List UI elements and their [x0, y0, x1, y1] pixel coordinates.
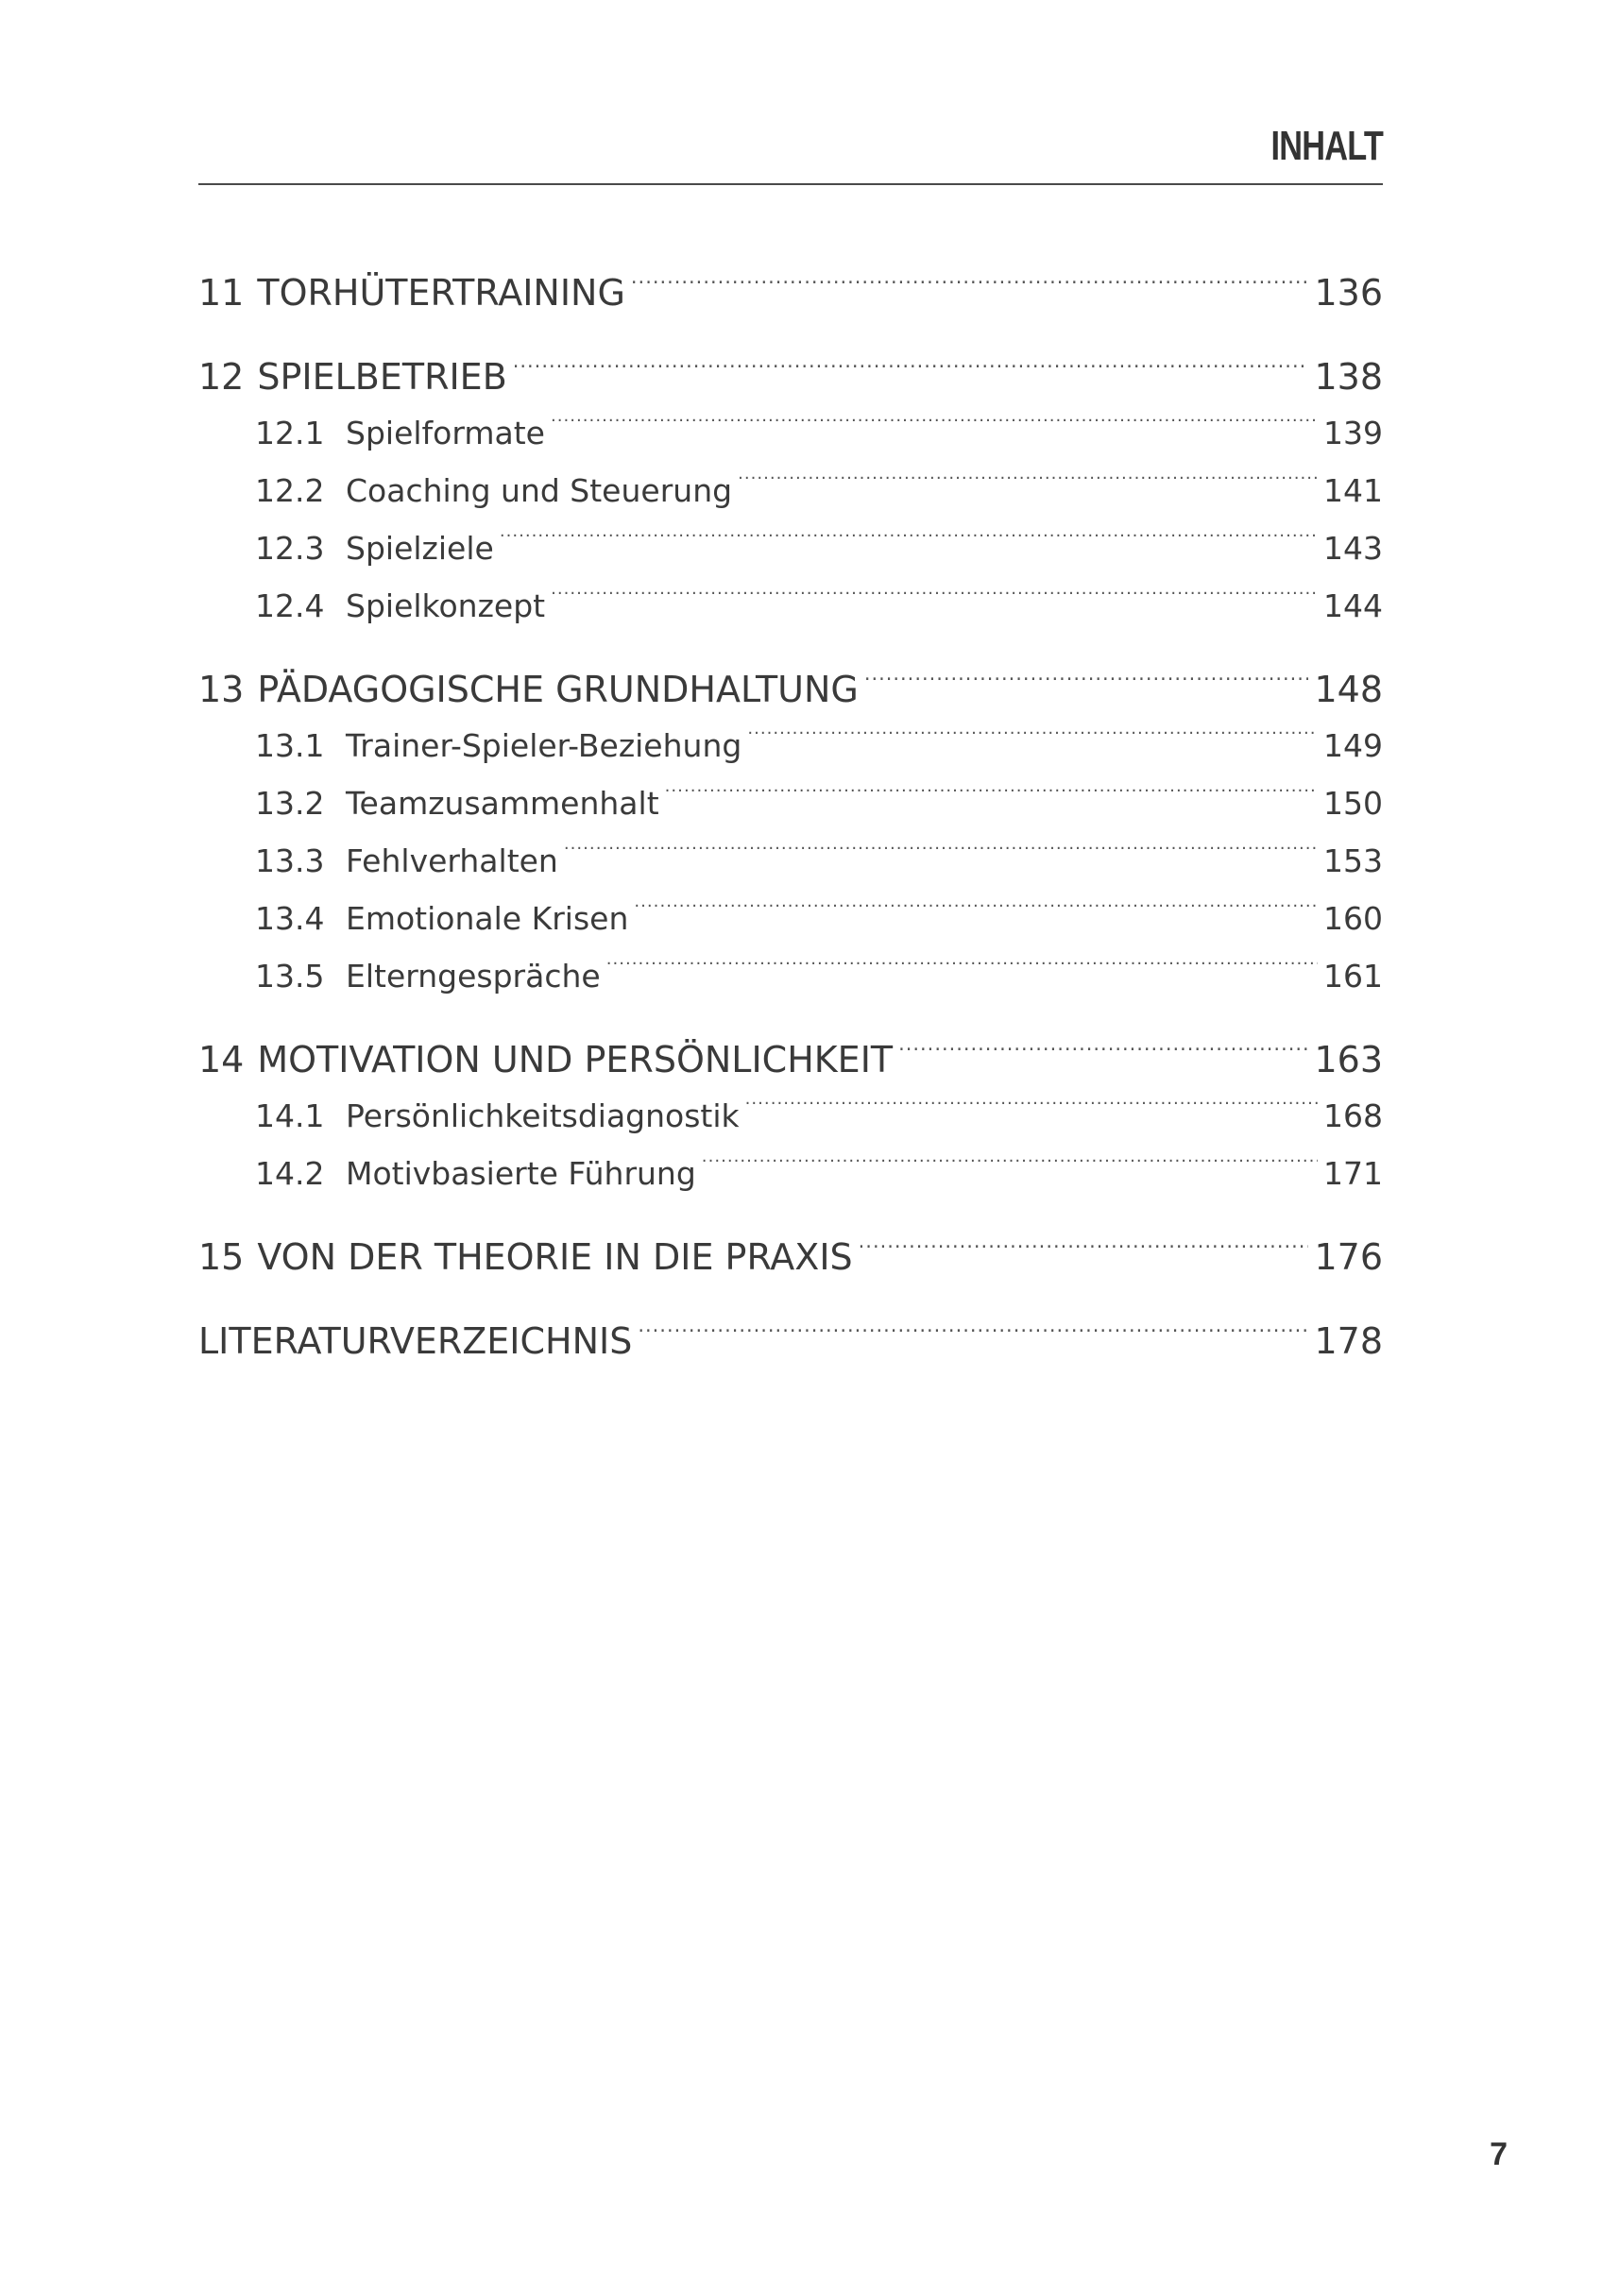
chapter-number: 13 [198, 669, 245, 710]
dot-leader [631, 269, 1309, 305]
page-reference: 171 [1323, 1155, 1383, 1192]
page-reference: 136 [1314, 272, 1383, 314]
section-number: 13.3 [255, 842, 325, 879]
chapter-number: 14 [198, 1039, 245, 1080]
toc-entry[interactable] [198, 661, 1383, 719]
section-number: 12.2 [255, 472, 325, 509]
dot-leader [747, 725, 1318, 757]
toc-chapter-14 [198, 1031, 1383, 1202]
toc-entry[interactable] [198, 264, 1383, 322]
toc-subentry[interactable] [198, 519, 1383, 577]
chapter-number: 15 [198, 1236, 245, 1278]
section-number: 12.4 [255, 587, 325, 624]
toc-subentry[interactable] [198, 717, 1383, 774]
dot-leader [500, 528, 1318, 559]
section-number: 13.4 [255, 900, 325, 937]
section-title: Spielkonzept [346, 587, 546, 624]
toc-entry[interactable] [198, 349, 1383, 406]
section-title: Trainer-Spieler-Beziehung [346, 727, 742, 764]
page-reference: 161 [1323, 958, 1383, 995]
section-number: 13.2 [255, 785, 325, 822]
dot-leader [864, 666, 1309, 702]
dot-leader [606, 956, 1318, 987]
dot-leader [551, 413, 1318, 444]
toc-bibliography [198, 1313, 1383, 1370]
dot-leader [898, 1036, 1308, 1072]
toc-subentry[interactable] [198, 1087, 1383, 1145]
chapter-number: 12 [198, 356, 245, 398]
page-reference: 160 [1323, 900, 1383, 937]
section-title: Coaching und Steuerung [346, 472, 733, 509]
dot-leader [638, 1318, 1308, 1353]
dot-leader [738, 470, 1318, 502]
dot-leader [745, 1096, 1318, 1127]
section-title: Elterngespräche [346, 958, 601, 995]
page-reference: 139 [1323, 415, 1383, 451]
chapter-title: LITERATURVERZEICHNIS [198, 1320, 633, 1362]
section-title: Persönlichkeitsdiagnostik [346, 1097, 740, 1134]
toc-subentry[interactable] [198, 462, 1383, 519]
page-reference: 150 [1323, 785, 1383, 822]
section-title: Emotionale Krisen [346, 900, 629, 937]
toc-subentry[interactable] [198, 577, 1383, 635]
toc-chapter-11 [198, 264, 1383, 322]
chapter-title: TORHÜTERTRAINING [257, 272, 625, 314]
page-reference: 153 [1323, 842, 1383, 879]
chapter-title: VON DER THEORIE IN DIE PRAXIS [257, 1236, 853, 1278]
toc-entry[interactable] [198, 1031, 1383, 1089]
chapter-title: MOTIVATION UND PERSÖNLICHKEIT [257, 1039, 894, 1080]
toc-entry[interactable] [198, 1313, 1383, 1370]
chapter-title: SPIELBETRIEB [257, 356, 507, 398]
toc-subentry[interactable] [198, 947, 1383, 1005]
table-of-contents [198, 264, 1383, 1370]
page-reference: 138 [1314, 356, 1383, 398]
section-title: Teamzusammenhalt [346, 785, 659, 822]
page-title: INHALT [1270, 123, 1383, 169]
section-number: 12.1 [255, 415, 325, 451]
page-reference: 178 [1314, 1320, 1383, 1362]
page-reference: 148 [1314, 669, 1383, 710]
toc-chapter-12 [198, 349, 1383, 635]
page-reference: 141 [1323, 472, 1383, 509]
section-title: Spielformate [346, 415, 545, 451]
chapter-number: 11 [198, 272, 245, 314]
page-header [198, 113, 1383, 185]
page-reference: 163 [1314, 1039, 1383, 1080]
page-reference: 168 [1323, 1097, 1383, 1134]
toc-subentry[interactable] [198, 774, 1383, 832]
section-number: 14.1 [255, 1097, 325, 1134]
section-number: 12.3 [255, 530, 325, 567]
toc-entry[interactable] [198, 1229, 1383, 1286]
section-number: 14.2 [255, 1155, 325, 1192]
page-reference: 176 [1314, 1236, 1383, 1278]
dot-leader [634, 898, 1318, 929]
dot-leader [665, 783, 1318, 814]
section-number: 13.1 [255, 727, 325, 764]
dot-leader [859, 1233, 1309, 1269]
page-reference: 144 [1323, 587, 1383, 624]
toc-chapter-13 [198, 661, 1383, 1005]
toc-subentry[interactable] [198, 1145, 1383, 1202]
page-reference: 143 [1323, 530, 1383, 567]
section-number: 13.5 [255, 958, 325, 995]
toc-subentry[interactable] [198, 404, 1383, 462]
toc-subentry[interactable] [198, 890, 1383, 947]
dot-leader [564, 841, 1318, 872]
dot-leader [551, 586, 1318, 617]
toc-subentry[interactable] [198, 832, 1383, 890]
page-reference: 149 [1323, 727, 1383, 764]
toc-chapter-15 [198, 1229, 1383, 1286]
page-number: 7 [1490, 2136, 1508, 2172]
section-title: Fehlverhalten [346, 842, 558, 879]
section-title: Motivbasierte Führung [346, 1155, 696, 1192]
chapter-title: PÄDAGOGISCHE GRUNDHALTUNG [257, 669, 859, 710]
dot-leader [513, 353, 1309, 389]
section-title: Spielziele [346, 530, 494, 567]
dot-leader [702, 1153, 1318, 1184]
